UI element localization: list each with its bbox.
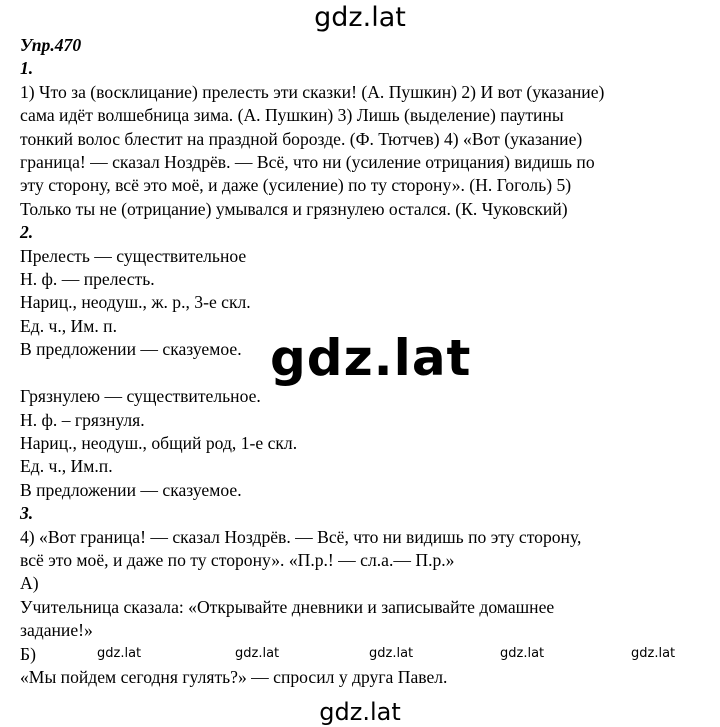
watermark-small: gdz.lat bbox=[369, 646, 414, 661]
watermark-top: gdz.lat bbox=[314, 2, 406, 33]
watermark-small: gdz.lat bbox=[235, 646, 280, 661]
part-1-number: 1. bbox=[20, 58, 34, 79]
part-2-line: Н. ф. – грязнуля. bbox=[20, 409, 145, 430]
part-3-line: всё это моё, и даже по ту сторону». «П.р.! — сл.а.— П.р.» bbox=[20, 549, 455, 570]
part-2-line: Нариц., неодуш., ж. р., 3-е скл. bbox=[20, 292, 251, 313]
part-2-number: 2. bbox=[20, 222, 34, 243]
exercise-title: Упр.470 bbox=[20, 35, 82, 55]
part-2-line: Нариц., неодуш., общий род, 1-е скл. bbox=[20, 432, 298, 453]
part-1-line: эту сторону, всё это моё, и даже (усиление) по ту сторону». (Н. Гоголь) 5) bbox=[20, 175, 572, 196]
part-2-line: Н. ф. — прелесть. bbox=[20, 269, 155, 290]
part-3-line: «Мы пойдем сегодня гулять?» — спросил у друга Павел. bbox=[20, 666, 448, 687]
part-3-line: А) bbox=[20, 573, 39, 594]
part-1-line: тонкий волос блестит на праздной борозде. (Ф. Тютчев) 4) «Вот (указание) bbox=[20, 128, 583, 149]
part-2-line: В предложении — сказуемое. bbox=[20, 339, 242, 360]
part-3-line: 4) «Вот граница! — сказал Ноздрёв. — Всё, что ни видишь по эту сторону, bbox=[20, 526, 582, 547]
watermark-small: gdz.lat bbox=[500, 646, 545, 661]
watermark-small: gdz.lat bbox=[97, 646, 142, 661]
part-3-line: Учительница сказала: «Открывайте дневники и записывайте домашнее bbox=[20, 596, 555, 617]
part-2-line: Грязнулею — существительное. bbox=[20, 386, 261, 407]
watermark-middle: gdz.lat bbox=[270, 329, 472, 387]
part-2-line: Ед. ч., Им. п. bbox=[20, 315, 117, 336]
part-3-number: 3. bbox=[20, 503, 34, 524]
watermark-small: gdz.lat bbox=[631, 646, 676, 661]
watermark-bottom: gdz.lat bbox=[319, 698, 401, 726]
part-1-line: 1) Что за (восклицание) прелесть эти сказки! (А. Пушкин) 2) И вот (указание) bbox=[20, 81, 605, 102]
part-2-line: Прелесть — существительное bbox=[20, 245, 247, 266]
part-2-line: Ед. ч., Им.п. bbox=[20, 456, 113, 477]
part-1-line: сама идёт волшебница зима. (А. Пушкин) 3) Лишь (выделение) паутины bbox=[20, 105, 564, 126]
part-2-line: В предложении — сказуемое. bbox=[20, 479, 242, 500]
part-1-line: Только ты не (отрицание) умывался и грязнулею остался. (К. Чуковский) bbox=[20, 198, 568, 219]
part-3-line: Б) bbox=[20, 643, 36, 664]
part-3-line: задание!» bbox=[20, 620, 93, 641]
part-1-line: граница! — сказал Ноздрёв. — Всё, что ни (усиление отрицания) видишь по bbox=[20, 152, 595, 173]
